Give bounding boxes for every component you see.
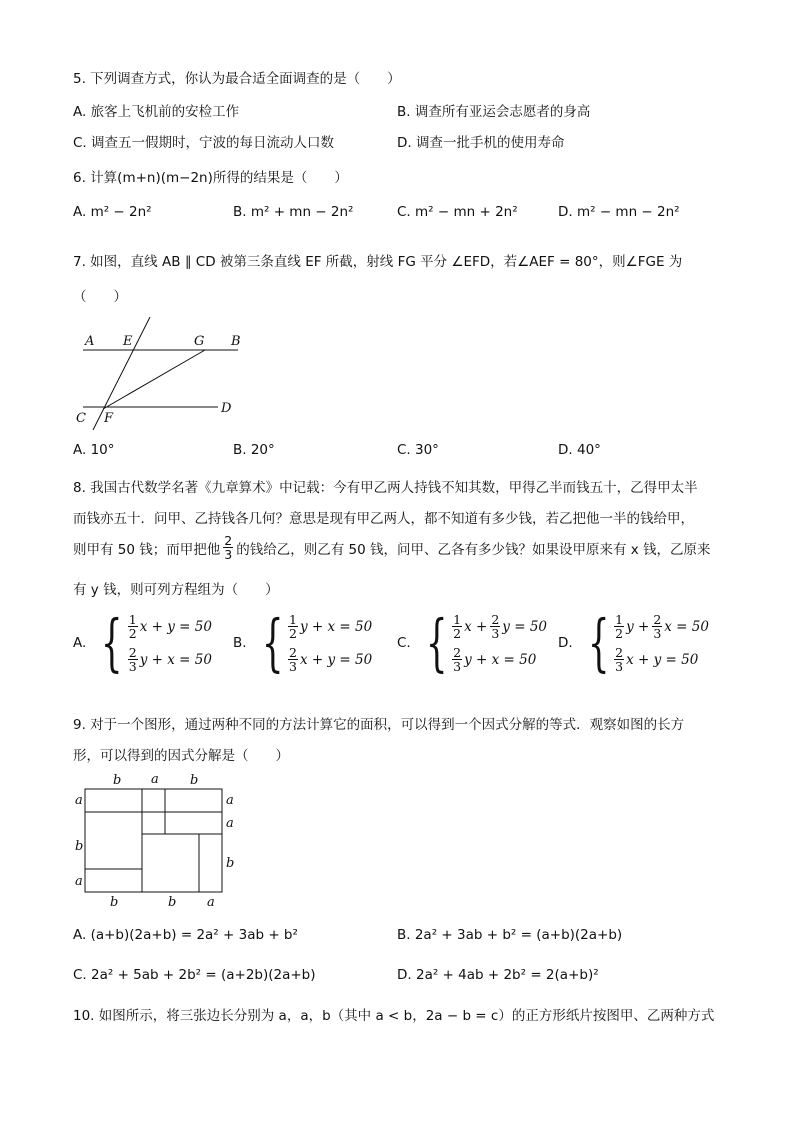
equation: $\frac{1}{2}$ y + x = 50 xyxy=(289,612,373,641)
q5-stem: 5. 下列调查方式，你认为最合适全面调查的是（ ） xyxy=(73,71,401,87)
right-label-3: b xyxy=(226,856,235,871)
option-label: C. xyxy=(397,635,411,651)
q5-option-b: B. 调查所有亚运会志愿者的身高 xyxy=(397,104,591,120)
q7-option-c: C. 30° xyxy=(397,442,439,458)
brace-icon: { xyxy=(261,606,284,679)
equation: $\frac{1}{2}$ y + $\frac{2}{3}$ x = 50 xyxy=(615,612,709,641)
label-a: A xyxy=(85,334,95,349)
frac-numerator: 2 xyxy=(224,533,233,548)
label-d: D xyxy=(221,401,232,416)
q9-option-d: D. 2a² + 4ab + 2b² = 2(a+b)² xyxy=(397,967,599,983)
q8-fraction xyxy=(223,534,233,561)
brace-icon: { xyxy=(587,606,610,679)
equation: $\frac{1}{2}$ x + $\frac{2}{3}$ y = 50 xyxy=(453,612,547,641)
brace-icon: { xyxy=(425,606,448,679)
q9-line2: 形，可以得到的因式分解是（ ） xyxy=(73,748,289,764)
q6-stem: 6. 计算(m+n)(m−2n)所得的结果是（ ） xyxy=(73,170,348,186)
q9-option-b: B. 2a² + 3ab + b² = (a+b)(2a+b) xyxy=(397,927,623,943)
q6-option-a: A. m² − 2n² xyxy=(73,204,152,220)
q8-line3a: 则甲有 50 钱；而甲把他 xyxy=(73,541,221,558)
label-e: E xyxy=(123,334,133,349)
line-ef xyxy=(93,317,150,430)
q9-option-a: A. (a+b)(2a+b) = 2a² + 3ab + b² xyxy=(73,927,298,943)
q8-option-a xyxy=(73,606,212,679)
q5-option-a: A. 旅客上飞机前的安检工作 xyxy=(73,104,240,120)
option-label: D. xyxy=(558,635,573,651)
equation: $\frac{2}{3}$ y + x = 50 xyxy=(128,645,212,674)
label-b: B xyxy=(231,334,241,349)
q9-option-c: C. 2a² + 5ab + 2b² = (a+2b)(2a+b) xyxy=(73,967,316,983)
q8-line4: 有 y 钱，则可列方程组为（ ） xyxy=(73,582,279,598)
outer-rect xyxy=(85,789,222,892)
bottom-label-3: a xyxy=(207,895,215,910)
left-label-2: b xyxy=(75,839,84,854)
q7-option-d: D. 40° xyxy=(558,442,601,458)
left-label-1: a xyxy=(75,793,83,808)
q8-option-b xyxy=(233,606,373,679)
q6-option-c: C. m² − mn + 2n² xyxy=(397,204,518,220)
equation: $\frac{2}{3}$ y + x = 50 xyxy=(453,645,537,674)
label-c: C xyxy=(76,411,86,426)
q6-option-d: D. m² − mn − 2n² xyxy=(558,204,680,220)
right-label-2: a xyxy=(226,816,234,831)
q8-option-d xyxy=(558,606,709,679)
right-label-1: a xyxy=(226,793,234,808)
equation: $\frac{1}{2}$ x + y = 50 xyxy=(128,612,212,641)
frac-denominator: 3 xyxy=(224,547,233,562)
bottom-label-2: b xyxy=(168,895,177,910)
top-label-3: b xyxy=(190,773,199,788)
label-f: F xyxy=(104,411,114,426)
q8-line3 xyxy=(73,534,711,561)
q8-option-c xyxy=(397,606,547,679)
q8-line2: 而钱亦五十．问甲、乙持钱各几何？意思是现有甲乙两人，都不知道有多少钱，若乙把他一半的钱给甲， xyxy=(73,511,694,527)
bottom-label-1: b xyxy=(110,895,119,910)
q8-line1: 8. 我国古代数学名著《九章算术》中记载：今有甲乙两人持钱不知其数，甲得乙半而钱五十，乙得甲太半 xyxy=(73,480,698,496)
q7-figure xyxy=(73,312,253,437)
equation: $\frac{2}{3}$ x + y = 50 xyxy=(615,645,699,674)
q7-option-b: B. 20° xyxy=(233,442,275,458)
q7-paren: （ ） xyxy=(73,289,127,305)
q9-line1: 9. 对于一个图形，通过两种不同的方法计算它的面积，可以得到一个因式分解的等式．观察如图的长方 xyxy=(73,717,685,733)
top-label-1: b xyxy=(113,773,122,788)
brace-icon: { xyxy=(101,606,123,679)
q5-option-d: D. 调查一批手机的使用寿命 xyxy=(397,135,565,151)
option-label: A. xyxy=(73,635,87,651)
option-label: B. xyxy=(233,635,247,651)
q9-figure xyxy=(73,770,243,910)
label-g: G xyxy=(194,334,205,349)
q7-option-a: A. 10° xyxy=(73,442,115,458)
equation: $\frac{2}{3}$ x + y = 50 xyxy=(289,645,373,674)
q8-line3b: 的钱给乙，则乙有 50 钱，问甲、乙各有多少钱？如果设甲原来有 x 钱，乙原来 xyxy=(236,541,711,558)
q6-option-b: B. m² + mn − 2n² xyxy=(233,204,354,220)
q7-stem: 7. 如图，直线 AB ∥ CD 被第三条直线 EF 所截，射线 FG 平分 ∠EFD，若∠AEF = 80°，则∠FGE 为 xyxy=(73,254,683,270)
left-label-3: a xyxy=(75,874,83,889)
top-label-2: a xyxy=(151,772,159,787)
q10-stem: 10. 如图所示，将三张边长分别为 a，a，b（其中 a < b，2a − b = c）的正方形纸片按图甲、乙两种方式 xyxy=(73,1008,715,1024)
q5-option-c: C. 调查五一假期时，宁波的每日流动人口数 xyxy=(73,135,335,151)
